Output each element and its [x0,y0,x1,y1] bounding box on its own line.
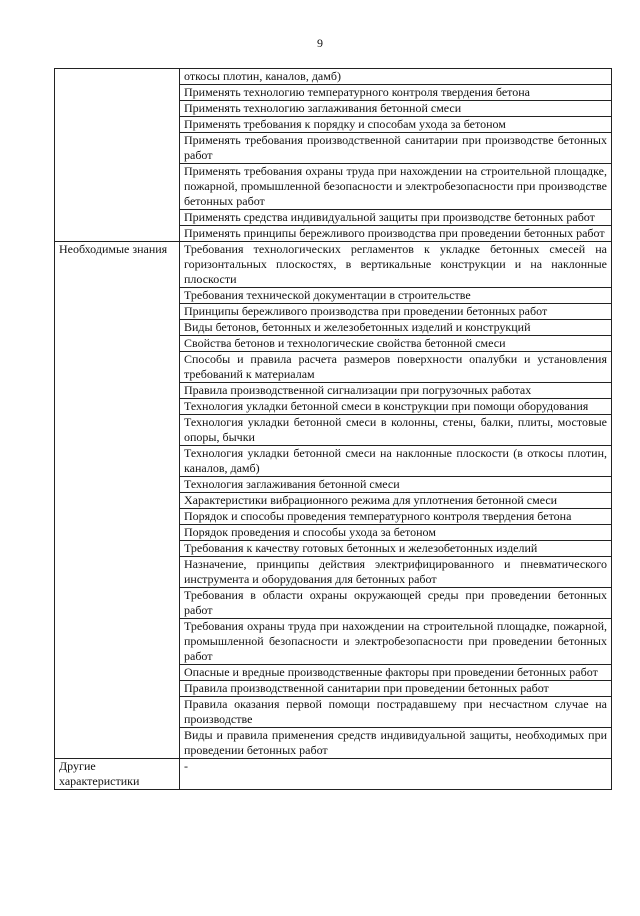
knowledge-item: Требования технической документации в строительстве [180,288,612,304]
knowledge-item: Характеристики вибрационного режима для уплотнения бетонной смеси [180,493,612,509]
knowledge-label-cell [55,242,180,759]
skill-item: Применять принципы бережливого производства при проведении бетонных работ [180,226,612,242]
knowledge-item: Правила производственной санитарии при проведении бетонных работ [180,681,612,697]
page-number: 9 [317,36,323,50]
skill-item: Применять средства индивидуальной защиты при производстве бетонных работ [180,210,612,226]
skills-label-cell [55,69,180,242]
knowledge-item: Требования технологических регламентов к укладке бетонных смесей на горизонтальных плоскостях, в вертикальные конструкции и на наклонные плоскости [180,242,612,288]
other-value: - [180,759,612,790]
knowledge-item: Порядок проведения и способы ухода за бетоном [180,525,612,541]
skill-item: Применять требования к порядку и способам ухода за бетоном [180,117,612,133]
knowledge-item: Технология укладки бетонной смеси в колонны, стены, балки, плиты, мостовые опоры, бычки [180,415,612,446]
knowledge-item: Порядок и способы проведения температурного контроля твердения бетона [180,509,612,525]
skill-item: Применять технологию температурного контроля твердения бетона [180,85,612,101]
knowledge-item: Требования к качеству готовых бетонных и железобетонных изделий [180,541,612,557]
knowledge-item: Технология заглаживания бетонной смеси [180,477,612,493]
knowledge-item: Назначение, принципы действия электрифицированного и пневматического инструмента и оборудования для бетонных работ [180,557,612,588]
knowledge-label: Необходимые знания [59,242,168,256]
knowledge-item: Способы и правила расчета размеров поверхности опалубки и установления требований к материалам [180,352,612,383]
table-row [55,759,612,790]
knowledge-item: Правила оказания первой помощи пострадавшему при несчастном случае на производстве [180,697,612,728]
table-row [55,242,612,288]
knowledge-item: Принципы бережливого производства при проведении бетонных работ [180,304,612,320]
specification-table [54,68,612,790]
skill-item: Применять требования производственной санитарии при производстве бетонных работ [180,133,612,164]
knowledge-item: Опасные и вредные производственные факторы при проведении бетонных работ [180,665,612,681]
table-row [55,69,612,85]
other-label-cell [55,759,180,790]
skill-item: откосы плотин, каналов, дамб) [180,69,612,85]
knowledge-item: Виды и правила применения средств индивидуальной защиты, необходимых при проведении бетонных работ [180,728,612,759]
knowledge-item: Виды бетонов, бетонных и железобетонных изделий и конструкций [180,320,612,336]
skill-item: Применять требования охраны труда при нахождении на строительной площадке, пожарной, промышленной безопасности и электробезопасности при производстве бетонных работ [180,164,612,210]
other-label: Другие характеристики [59,759,140,788]
knowledge-item: Требования охраны труда при нахождении на строительной площадке, пожарной, промышленной безопасности и электробезопасности при проведении бетонных работ [180,619,612,665]
knowledge-item: Свойства бетонов и технологические свойства бетонной смеси [180,336,612,352]
knowledge-item: Требования в области охраны окружающей среды при проведении бетонных работ [180,588,612,619]
knowledge-item: Технология укладки бетонной смеси на наклонные плоскости (в откосы плотин, каналов, дамб) [180,446,612,477]
knowledge-item: Технология укладки бетонной смеси в конструкции при помощи оборудования [180,399,612,415]
skill-item: Применять технологию заглаживания бетонной смеси [180,101,612,117]
knowledge-item: Правила производственной сигнализации при погрузочных работах [180,383,612,399]
